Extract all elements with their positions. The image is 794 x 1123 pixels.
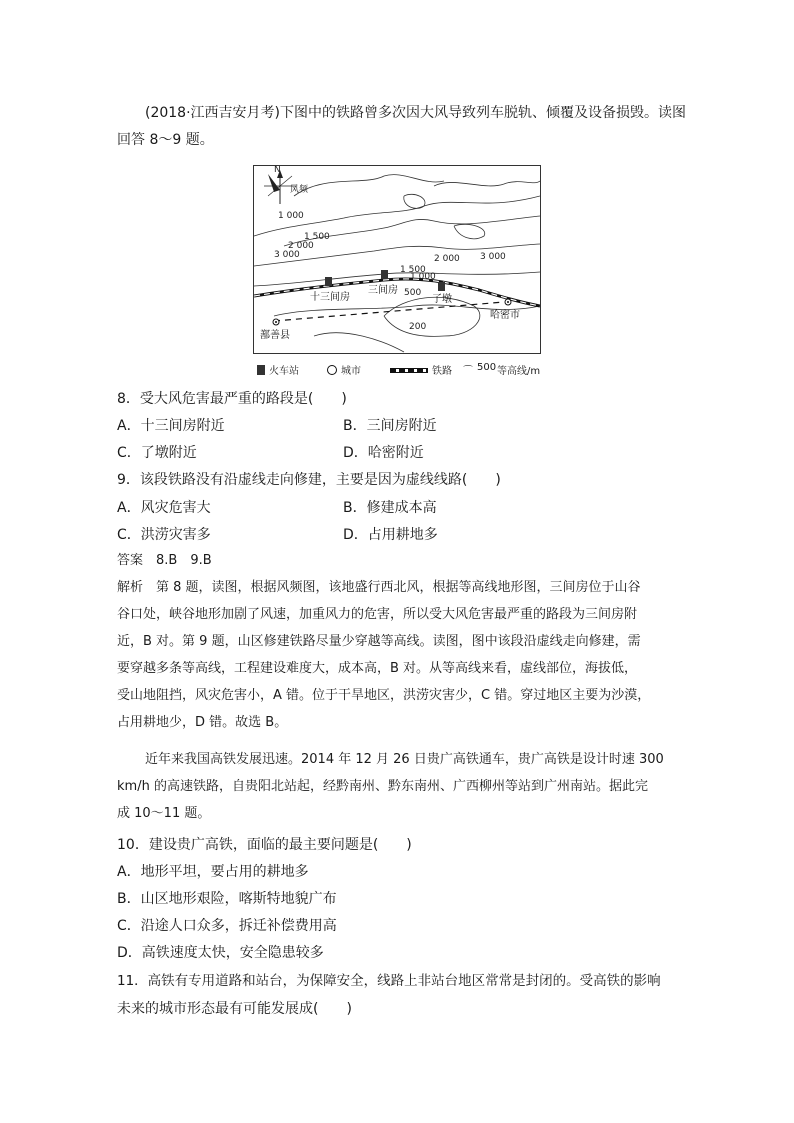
q10-option-d: D．高铁速度太快，安全隐患较多 (117, 945, 324, 961)
q8-stem: 8．受大风危害最严重的路段是( ) (117, 391, 347, 407)
north-label: N (274, 166, 281, 175)
station-label: 了墩 (432, 294, 452, 305)
contour-lines (254, 175, 540, 352)
map-legend: 火车站 城市 铁路 ⌒ 500 等高线/m (253, 362, 553, 382)
q8-option-c: C．了墩附近 (117, 445, 197, 461)
station-label: 十三间房 (310, 292, 350, 303)
station-marker-shisanjianfang (325, 277, 332, 286)
q11-stem-line-1: 11．高铁有专用道路和站台，为保障安全，线路上非站台地区常常是封闭的。受高铁的影响 (117, 973, 661, 989)
contour-label: 3 000 (480, 252, 506, 262)
city-label: 鄯善县 (260, 330, 290, 341)
q10-option-c: C．沿途人口众多，拆迁补偿费用高 (117, 918, 337, 934)
station-label: 三间房 (368, 285, 398, 296)
contour-label: 1 500 (400, 265, 426, 275)
q9-option-c: C．洪涝灾害多 (117, 527, 211, 543)
q10-stem: 10．建设贵广高铁，面临的最主要问题是( ) (117, 837, 412, 853)
q10-option-a: A．地形平坦，要占用的耕地多 (117, 864, 309, 880)
analysis-line-2: 谷口处，峡谷地形加剧了风速，加重风力的危害，所以受大风危害最严重的路段为三间房附 (117, 607, 638, 622)
contour-label: 2 000 (434, 254, 460, 264)
analysis-line-5: 受山地阻挡，风灾危害小，A 错。位于干旱地区，洪涝灾害少，C 错。穿过地区主要为沙漠， (117, 688, 651, 703)
answer-line: 答案 8.B 9.B (117, 553, 212, 568)
q8-option-a: A．十三间房附近 (117, 418, 225, 434)
intro-line-1: (2018·江西吉安月考)下图中的铁路曾多次因大风导致列车脱轨、倾覆及设备损毁。读图 (145, 105, 687, 121)
contour-label: 1 500 (304, 232, 330, 242)
contour-map (253, 165, 541, 354)
q9-option-a: A．风灾危害大 (117, 500, 211, 516)
passage-line-1: 近年来我国高铁发展迅速。2014 年 12 月 26 日贵广高铁通车，贵广高铁是设计时速 300 (145, 752, 664, 767)
city-legend-icon (327, 365, 337, 375)
dashed-route (274, 302, 504, 321)
analysis-line-6: 占用耕地少，D 错。故选 B。 (117, 715, 288, 730)
legend-railway-label: 铁路 (432, 366, 452, 377)
contour-label: 3 000 (274, 250, 300, 260)
q9-option-d: D．占用耕地多 (343, 527, 438, 543)
q9-option-b: B．修建成本高 (343, 500, 437, 516)
q9-stem: 9．该段铁路没有沿虚线走向修建，主要是因为虚线线路( ) (117, 472, 501, 488)
q8-option-d: D．哈密附近 (343, 445, 424, 461)
q8-option-b: B．三间房附近 (343, 418, 437, 434)
passage-line-2: km/h 的高速铁路，自贵阳北站起，经黔南州、黔东南州、广西柳州等站到广州南站。据此完 (117, 779, 648, 794)
station-marker-liaodun (438, 282, 445, 291)
legend-contour-value: 500 (477, 362, 497, 373)
contour-label: 200 (409, 322, 427, 332)
analysis-line-1: 解析 第 8 题，读图，根据风频图，该地盛行西北风，根据等高线地形图，三间房位于山谷 (117, 580, 641, 595)
passage-line-3: 成 10～11 题。 (117, 806, 211, 821)
legend-city-label: 城市 (341, 366, 361, 377)
analysis-line-3: 近，B 对。第 9 题，山区修建铁路尽量少穿越等高线。读图，图中该段沿虚线走向修建，需 (117, 634, 641, 649)
contour-label: 1 000 (410, 272, 436, 282)
station-legend-icon (257, 365, 265, 375)
city-label: 哈密市 (490, 310, 520, 321)
analysis-line-4: 要穿越多条等高线，工程建设难度大，成本高，B 对。从等高线来看，虚线部位，海拔低， (117, 661, 638, 676)
railway-legend-icon (390, 368, 428, 373)
contour-label: 1 000 (278, 211, 304, 221)
q10-option-b: B．山区地形艰险，喀斯特地貌广布 (117, 891, 337, 907)
contour-label: 2 000 (288, 241, 314, 251)
legend-station-label: 火车站 (269, 366, 299, 377)
station-marker-sanjianfang (381, 270, 388, 279)
legend-contour-label: 等高线/m (497, 366, 541, 377)
intro-line-2: 回答 8～9 题。 (117, 132, 214, 148)
contour-label: 500 (404, 288, 422, 298)
q11-stem-line-2: 未来的城市形态最有可能发展成( ) (117, 1001, 352, 1017)
wind-frequency-label: 风频 (290, 185, 309, 195)
